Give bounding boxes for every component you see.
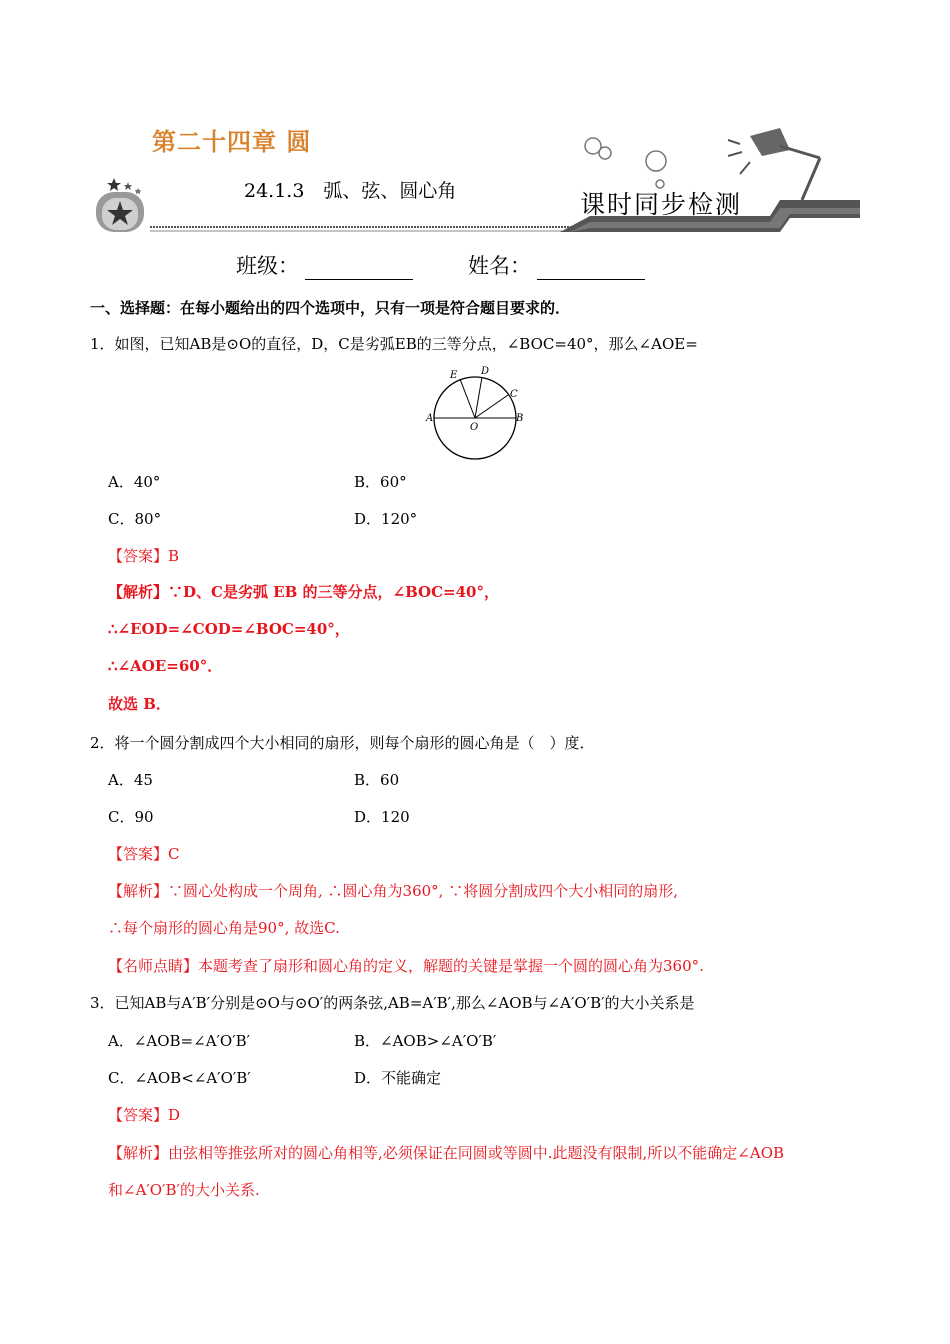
name-blank[interactable] (537, 259, 645, 280)
label-b: B (516, 413, 524, 424)
label-o: O (470, 422, 479, 433)
class-field (236, 250, 413, 280)
q1-option-d[interactable]: D．120° (354, 510, 418, 528)
q3-stem: 3．已知AB与A′B′分别是⊙O与⊙O′的两条弦,AB=A′B′,那么∠AOB与∠A′O′B′的大小关系是 (90, 994, 695, 1012)
q1-option-c[interactable]: C．80° (108, 510, 162, 528)
name-label: 姓名： (468, 254, 531, 278)
q3-option-b[interactable]: B．∠AOB>∠A′O′B′ (354, 1032, 497, 1050)
q3-option-a[interactable]: A．∠AOB=∠A′O′B′ (108, 1032, 251, 1050)
label-a: A (426, 413, 434, 424)
radius-oc (475, 395, 508, 418)
name-field (468, 250, 645, 280)
q3-analysis-line: 【解析】由弦相等推弦所对的圆心角相等,必须保证在同圆或等圆中.此题没有限制,所以不能确定∠AOB (108, 1144, 785, 1162)
label-c: C (510, 389, 518, 400)
part-title: 一、选择题：在每小题给出的四个选项中，只有一项是符合题目要求的． (90, 299, 571, 317)
q1-stem: 1．如图，已知AB是⊙O的直径，D，C是劣弧EB的三等分点，∠BOC=40°，那么∠AOE= (90, 335, 698, 353)
q1-answer: 【答案】B (108, 547, 180, 565)
class-blank[interactable] (305, 259, 413, 280)
q1-circle-figure (420, 362, 530, 462)
q2-option-d[interactable]: D．120 (354, 808, 410, 826)
q2-option-b[interactable]: B．60 (354, 771, 400, 789)
q2-answer: 【答案】C (108, 845, 180, 863)
q2-tip: 【名师点睛】本题考查了扇形和圆心角的定义，解题的关键是掌握一个圆的圆心角为360°. (108, 957, 704, 975)
q1-analysis-line: 故选 B． (108, 695, 171, 713)
banner-label: 课时同步检测 (580, 190, 743, 219)
q3-analysis-line: 和∠A′O′B′的大小关系. (108, 1181, 260, 1199)
q1-option-b[interactable]: B．60° (354, 473, 407, 491)
q2-option-a[interactable]: A．45 (108, 771, 153, 789)
bubbles-icon (585, 138, 666, 188)
q2-option-c[interactable]: C．90 (108, 808, 154, 826)
q1-analysis-line: 【解析】∵D、C是劣弧 EB 的三等分点，∠BOC=40°， (108, 583, 499, 601)
q2-stem: 2．将一个圆分割成四个大小相同的扇形，则每个扇形的圆心角是（ ）度． (90, 734, 595, 752)
q2-analysis-line: 【解析】∵圆心处构成一个周角, ∴圆心角为360°, ∵将圆分割成四个大小相同的扇形, (108, 882, 678, 900)
radius-oe (460, 379, 475, 418)
q3-option-d[interactable]: D．不能确定 (354, 1069, 442, 1087)
q1-option-a[interactable]: A．40° (108, 473, 161, 491)
q3-answer: 【答案】D (108, 1106, 181, 1124)
q1-analysis-line: ∴∠AOE=60°． (108, 657, 223, 675)
q2-analysis-line: ∴每个扇形的圆心角是90°, 故选C. (108, 919, 340, 937)
section-title: 24.1.3 弧、弦、圆心角 (244, 180, 457, 202)
class-label: 班级： (236, 254, 299, 278)
label-d: D (481, 366, 490, 377)
label-e: E (450, 370, 458, 381)
chapter-title: 第二十四章 圆 (152, 128, 312, 156)
q3-option-c[interactable]: C．∠AOB<∠A′O′B′ (108, 1069, 251, 1087)
q1-analysis-line: ∴∠EOD=∠COD=∠BOC=40°， (108, 620, 350, 638)
radius-od (475, 377, 482, 418)
star-badge-icon (96, 178, 144, 232)
